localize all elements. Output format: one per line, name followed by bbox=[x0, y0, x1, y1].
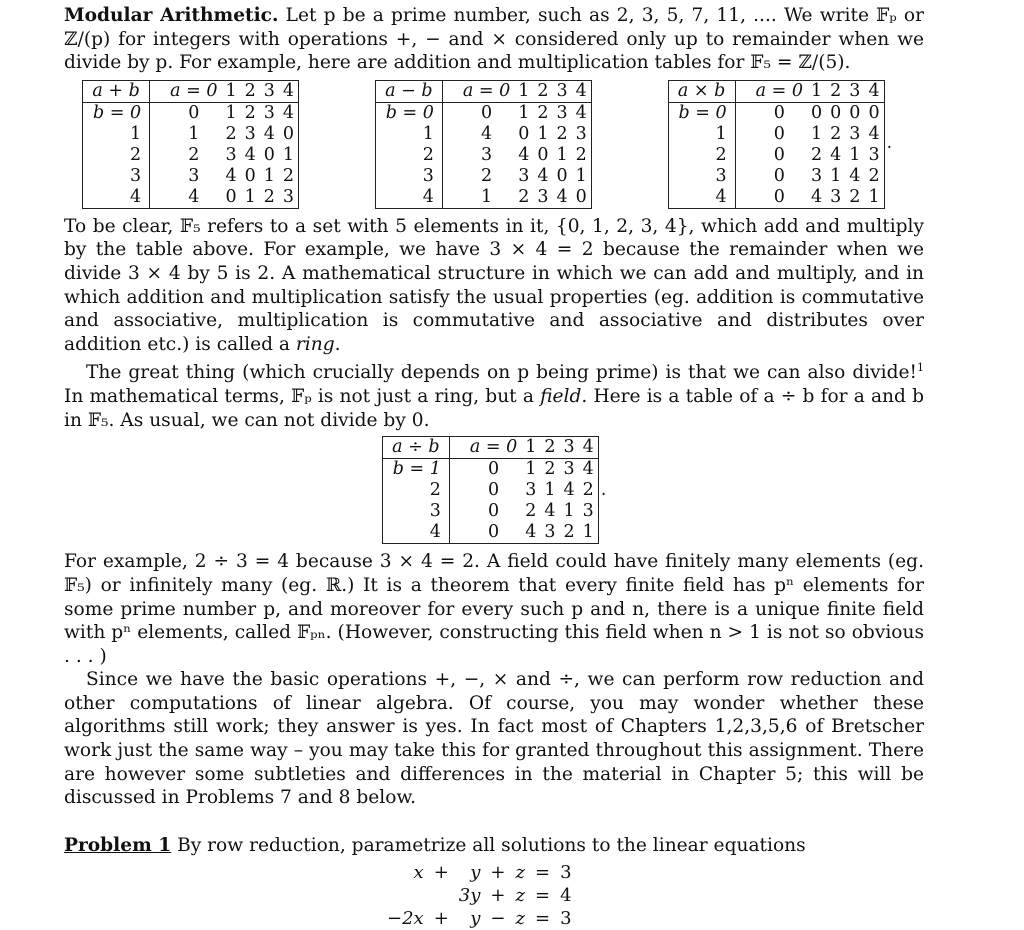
table-cell: 0 bbox=[773, 123, 785, 144]
table-cell: 0 bbox=[244, 165, 256, 186]
equation-operator: + bbox=[490, 885, 506, 907]
table-row bbox=[375, 124, 591, 145]
table-cell: 4 bbox=[556, 186, 568, 207]
table-cell: 2 bbox=[518, 186, 530, 207]
row-header: 4 bbox=[375, 187, 442, 209]
equation-operator: + bbox=[433, 908, 449, 930]
column-header: a = 0 bbox=[735, 80, 807, 102]
row-header: b = 0 bbox=[375, 102, 442, 124]
table-header-row bbox=[382, 437, 598, 459]
ring-text: To be clear, 𝔽₅ refers to a set with 5 elements in it, {0, 1, 2, 3, 4}, which add and multiply by the table above. For example, we have 3 × 4 = 2 because the remainder when we divide 3 × 4 by 5 is 2. A mathematical structure in which we can add and multiply, and in which addition and multiplication satisfy the usual properties (eg. addition is commutative and associative, multiplication is commutative and associative and distributes over addition etc.) is called a bbox=[64, 215, 924, 355]
table-cell: 3 bbox=[525, 480, 537, 501]
footnote-mark: 1 bbox=[917, 361, 924, 375]
equation-term bbox=[382, 884, 429, 907]
table-cell: 3 bbox=[811, 165, 823, 186]
equation-term: −2x bbox=[387, 908, 424, 930]
table-cell: 1 bbox=[481, 186, 493, 207]
column-header: 4 bbox=[572, 80, 592, 102]
linear-algebra-paragraph: Since we have the basic operations +, −, × and ÷, we can perform row reduction and other computations of linear algebra. Of course, you may wonder whether these algorithms still work; they answer is yes. In fact most of Chapters 1,2,3,5,6 of Bretscher work just the same way – you may take this for granted throughout this assignment. There are however some subtleties and differences in the material in Chapter 5; this will be discussed in Problems 7 and 8 below. bbox=[64, 669, 924, 809]
field-text-1: The great thing (which crucially depends on p being prime) is that we can also divide! bbox=[86, 362, 917, 384]
field-text-3: . Here is a table of a ÷ b for a and b in 𝔽₅. As usual, we can not divide by 0. bbox=[64, 386, 924, 431]
table-cell: 3 bbox=[225, 144, 237, 165]
table-cell: 0 bbox=[773, 144, 785, 165]
page bbox=[64, 4, 924, 930]
table-cell: 4 bbox=[537, 165, 549, 186]
row-header: 4 bbox=[668, 187, 735, 209]
row-header: b = 0 bbox=[83, 102, 150, 124]
ring-paragraph bbox=[64, 215, 924, 357]
table-cell: 1 bbox=[563, 501, 575, 522]
table-cell: 0 bbox=[488, 522, 500, 543]
table-cell: 4 bbox=[563, 480, 575, 501]
equation-operator: = bbox=[534, 862, 551, 884]
row-header: 1 bbox=[83, 124, 150, 145]
equation-operator: + bbox=[433, 862, 449, 884]
problem-label: Problem 1 bbox=[64, 834, 172, 856]
table-row bbox=[668, 124, 884, 145]
multiplication-table bbox=[668, 80, 885, 209]
equation-operator: + bbox=[490, 862, 506, 884]
table-cell: 0 bbox=[188, 102, 200, 123]
table-cell: 1 bbox=[518, 102, 530, 123]
table-cell: 3 bbox=[849, 123, 861, 144]
table-cell: 3 bbox=[830, 186, 842, 207]
equation-operator: 4 bbox=[560, 885, 572, 907]
table-row bbox=[668, 102, 884, 124]
table-cell: 0 bbox=[773, 165, 785, 186]
table-cell: 4 bbox=[518, 144, 530, 165]
table-cell: 3 bbox=[263, 102, 275, 123]
table-cell: 2 bbox=[244, 102, 256, 123]
table-cell: 3 bbox=[582, 501, 594, 522]
table-cell: 0 bbox=[488, 501, 500, 522]
table-cell: 1 bbox=[263, 165, 275, 186]
table-period: . bbox=[886, 133, 892, 154]
column-header: 1 bbox=[521, 437, 540, 459]
table-row bbox=[83, 145, 299, 166]
table-cell: 0 bbox=[556, 165, 568, 186]
equation-operator: 3 bbox=[560, 908, 572, 930]
table-cell: 0 bbox=[575, 186, 587, 207]
column-header: 4 bbox=[579, 437, 599, 459]
equation-row bbox=[382, 907, 577, 930]
table-cell: 2 bbox=[263, 186, 275, 207]
equation-operator: − bbox=[490, 908, 506, 930]
table-cell: 3 bbox=[563, 459, 575, 480]
table-cell: 0 bbox=[849, 102, 861, 123]
table-row bbox=[668, 145, 884, 166]
column-header: 4 bbox=[279, 80, 299, 102]
equation-operator: = bbox=[534, 885, 551, 907]
table-header-row bbox=[668, 80, 884, 102]
table-cell: 2 bbox=[575, 144, 587, 165]
operation-tables bbox=[82, 80, 892, 209]
example-paragraph: For example, 2 ÷ 3 = 4 because 3 × 4 = 2. A field could have finitely many elements (eg. 𝔽₅) or infinitely many (eg. ℝ.) It is a theorem that every finite field has pⁿ elements for some prime number p, and moreover for every such p and n, there is a unique finite field with pⁿ elements, called 𝔽ₚₙ. (However, constructing this field when n > 1 is not so obvious . . . ) bbox=[64, 551, 924, 667]
row-header: 3 bbox=[375, 166, 442, 187]
table-cell: 1 bbox=[811, 123, 823, 144]
table-corner-label: a + b bbox=[83, 80, 150, 102]
table-cell: 2 bbox=[537, 102, 549, 123]
table-cell: 3 bbox=[282, 186, 295, 207]
table-cell: 1 bbox=[225, 102, 237, 123]
table-cell: 1 bbox=[849, 144, 861, 165]
table-cell: 0 bbox=[225, 186, 237, 207]
equation-term: z bbox=[515, 862, 525, 884]
equation-operator: = bbox=[534, 908, 551, 930]
row-header: 2 bbox=[668, 145, 735, 166]
table-cell: 4 bbox=[225, 165, 237, 186]
table-cell: 4 bbox=[282, 102, 295, 123]
column-header: a = 0 bbox=[442, 80, 514, 102]
table-cell: 2 bbox=[811, 144, 823, 165]
table-cell: 1 bbox=[188, 123, 200, 144]
table-cell: 1 bbox=[244, 186, 256, 207]
table-row bbox=[668, 187, 884, 209]
table-cell: 3 bbox=[868, 144, 880, 165]
table-cell: 0 bbox=[537, 144, 549, 165]
column-header: 1 bbox=[514, 80, 533, 102]
table-cell: 2 bbox=[544, 459, 556, 480]
row-header: 3 bbox=[668, 166, 735, 187]
table-cell: 2 bbox=[188, 144, 200, 165]
table-cell: 2 bbox=[868, 165, 880, 186]
table-cell: 2 bbox=[830, 123, 842, 144]
table-row bbox=[375, 166, 591, 187]
table-row bbox=[83, 187, 299, 209]
column-header: 1 bbox=[221, 80, 240, 102]
table-cell: 0 bbox=[811, 102, 823, 123]
table-row bbox=[375, 102, 591, 124]
table-cell: 2 bbox=[563, 522, 575, 543]
equation-term: x bbox=[413, 862, 424, 884]
column-header: 4 bbox=[864, 80, 884, 102]
equation-operator: 3 bbox=[560, 862, 572, 884]
table-row bbox=[375, 145, 591, 166]
table-cell: 2 bbox=[556, 123, 568, 144]
table-cell: 0 bbox=[773, 102, 785, 123]
table-cell: 3 bbox=[537, 186, 549, 207]
equation-term: z bbox=[515, 885, 525, 907]
table-cell: 2 bbox=[582, 480, 594, 501]
table-cell: 0 bbox=[518, 123, 530, 144]
table-cell: 2 bbox=[525, 501, 537, 522]
row-header: 4 bbox=[382, 522, 449, 544]
table-row bbox=[382, 480, 598, 501]
table-cell: 1 bbox=[556, 144, 568, 165]
table-cell: 1 bbox=[575, 165, 587, 186]
table-row bbox=[83, 166, 299, 187]
table-row bbox=[668, 166, 884, 187]
equation-term: z bbox=[515, 908, 525, 930]
row-header: 3 bbox=[83, 166, 150, 187]
table-cell: 4 bbox=[830, 144, 842, 165]
table-cell: 4 bbox=[575, 102, 587, 123]
equation-term bbox=[429, 884, 454, 907]
equation-term: y bbox=[470, 862, 481, 884]
problem-statement bbox=[64, 834, 924, 858]
section-heading: Modular Arithmetic. bbox=[64, 5, 279, 26]
field-term: field bbox=[540, 386, 582, 408]
table-cell: 3 bbox=[556, 102, 568, 123]
column-header: a = 0 bbox=[150, 80, 222, 102]
table-header-row bbox=[375, 80, 591, 102]
table-cell: 3 bbox=[188, 165, 200, 186]
table-cell: 0 bbox=[488, 480, 500, 501]
table-cell: 1 bbox=[582, 522, 594, 543]
table-cell: 3 bbox=[544, 522, 556, 543]
row-header: 2 bbox=[382, 480, 449, 501]
intro-paragraph bbox=[64, 4, 924, 75]
equation-system bbox=[382, 861, 924, 930]
table-cell: 0 bbox=[868, 102, 880, 123]
table-cell: 1 bbox=[830, 165, 842, 186]
table-row bbox=[83, 102, 299, 124]
addition-table bbox=[82, 80, 299, 209]
equations-table bbox=[382, 861, 577, 930]
subtraction-table bbox=[375, 80, 592, 209]
equation-row bbox=[382, 861, 577, 884]
equation-term: 3y bbox=[458, 885, 481, 907]
row-header: 2 bbox=[83, 145, 150, 166]
table-cell: 0 bbox=[481, 102, 493, 123]
table-cell: 1 bbox=[537, 123, 549, 144]
table-cell: 0 bbox=[263, 144, 275, 165]
table-corner-label: a ÷ b bbox=[382, 437, 449, 459]
row-header: 2 bbox=[375, 145, 442, 166]
table-cell: 2 bbox=[225, 123, 237, 144]
column-header: 2 bbox=[533, 80, 552, 102]
column-header: 2 bbox=[826, 80, 845, 102]
table-cell: 2 bbox=[282, 165, 295, 186]
column-header: 3 bbox=[553, 80, 572, 102]
table-cell: 4 bbox=[263, 123, 275, 144]
table-cell: 2 bbox=[849, 186, 861, 207]
table-cell: 2 bbox=[481, 165, 493, 186]
table-cell: 4 bbox=[188, 186, 200, 207]
table-cell: 4 bbox=[544, 501, 556, 522]
row-header: b = 0 bbox=[668, 102, 735, 124]
table-row bbox=[83, 124, 299, 145]
table-row bbox=[382, 459, 598, 481]
table-cell: 4 bbox=[811, 186, 823, 207]
table-corner-label: a × b bbox=[668, 80, 735, 102]
ring-term: ring bbox=[295, 333, 335, 355]
field-text-2: In mathematical terms, 𝔽ₚ is not just a ring, but a bbox=[64, 386, 541, 408]
row-header: 3 bbox=[382, 501, 449, 522]
table-row bbox=[382, 522, 598, 544]
table-cell: 0 bbox=[830, 102, 842, 123]
table-cell: 4 bbox=[849, 165, 861, 186]
division-period: . bbox=[600, 479, 607, 500]
table-cell: 4 bbox=[481, 123, 493, 144]
column-header: 2 bbox=[540, 437, 559, 459]
equation-row bbox=[382, 884, 577, 907]
table-cell: 3 bbox=[481, 144, 493, 165]
ring-period: . bbox=[334, 333, 341, 355]
column-header: 3 bbox=[260, 80, 279, 102]
table-cell: 3 bbox=[575, 123, 587, 144]
table-cell: 4 bbox=[244, 144, 256, 165]
column-header: 2 bbox=[241, 80, 260, 102]
table-cell: 4 bbox=[582, 459, 594, 480]
table-cell: 1 bbox=[525, 459, 537, 480]
multiplication-table-wrap bbox=[668, 80, 892, 209]
table-cell: 0 bbox=[773, 186, 785, 207]
column-header: 1 bbox=[807, 80, 826, 102]
field-paragraph bbox=[64, 356, 924, 432]
table-row bbox=[375, 187, 591, 209]
row-header: 4 bbox=[83, 187, 150, 209]
table-cell: 3 bbox=[244, 123, 256, 144]
table-cell: 0 bbox=[488, 459, 500, 480]
table-cell: 4 bbox=[525, 522, 537, 543]
intro-text: Let p be a prime number, such as 2, 3, 5, 7, 11, .... We write 𝔽ₚ or ℤ/(p) for integers with operations +, − and × considered only up to remainder when we divide by p. For example, here are addition and multiplication tables for 𝔽₅ = ℤ/(5). bbox=[64, 5, 924, 74]
table-cell: 3 bbox=[518, 165, 530, 186]
division-table-wrap bbox=[64, 436, 924, 544]
row-header: 1 bbox=[668, 124, 735, 145]
row-header: b = 1 bbox=[382, 459, 449, 481]
column-header: 3 bbox=[560, 437, 579, 459]
table-cell: 1 bbox=[282, 144, 295, 165]
column-header: a = 0 bbox=[449, 437, 521, 459]
problem-text: By row reduction, parametrize all solutions to the linear equations bbox=[171, 834, 806, 856]
division-table bbox=[382, 436, 599, 544]
table-row bbox=[382, 501, 598, 522]
column-header: 3 bbox=[845, 80, 864, 102]
table-cell: 0 bbox=[282, 123, 295, 144]
table-cell: 1 bbox=[868, 186, 880, 207]
table-cell: 1 bbox=[544, 480, 556, 501]
equation-term: y bbox=[470, 908, 481, 930]
table-header-row bbox=[83, 80, 299, 102]
table-corner-label: a − b bbox=[375, 80, 442, 102]
row-header: 1 bbox=[375, 124, 442, 145]
table-cell: 4 bbox=[868, 123, 880, 144]
